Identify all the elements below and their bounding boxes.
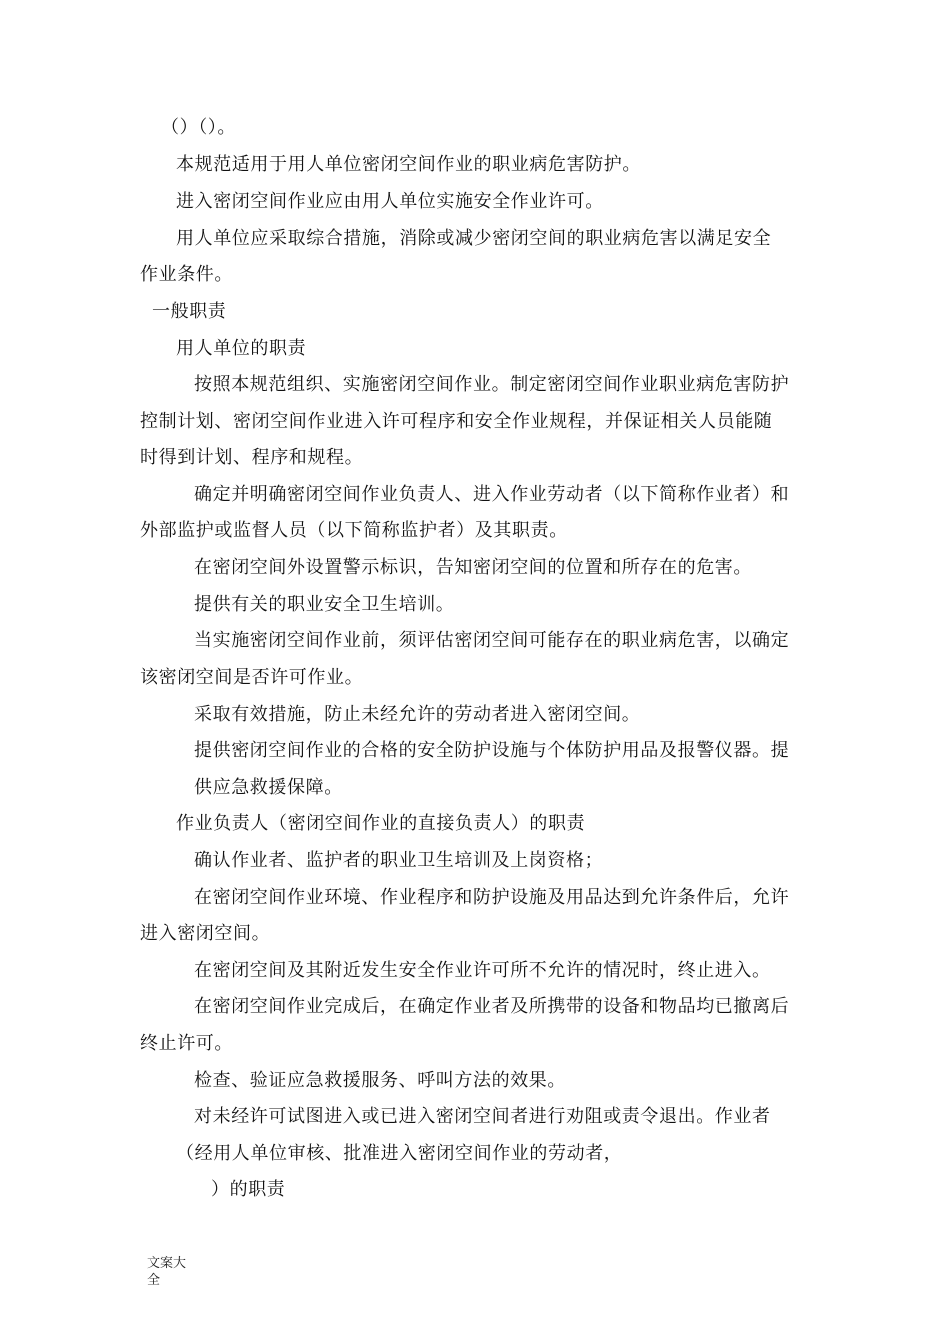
text-line: 确认作业者、监护者的职业卫生培训及上岗资格； bbox=[194, 850, 604, 871]
subsection-heading: 用人单位的职责 bbox=[176, 338, 307, 359]
text-line: 进入密闭空间。 bbox=[140, 923, 271, 944]
text-line: 采取有效措施，防止未经允许的劳动者进入密闭空间。 bbox=[194, 704, 641, 725]
text-line: 提供密闭空间作业的合格的安全防护设施与个体防护用品及报警仪器。提 bbox=[194, 740, 790, 761]
text-line: ）的职责 bbox=[211, 1179, 286, 1200]
text-line: 本规范适用于用人单位密闭空间作业的职业病危害防护。 bbox=[176, 154, 641, 175]
text-line: 终止许可。 bbox=[140, 1033, 233, 1054]
text-line: 外部监护或监督人员（以下简称监护者）及其职责。 bbox=[140, 520, 568, 541]
page-footer: 文案大全 bbox=[147, 1256, 187, 1288]
text-line: 在密闭空间及其附近发生安全作业许可所不允许的情况时，终止进入。 bbox=[194, 960, 771, 981]
subsection-heading: 作业负责人（密闭空间作业的直接负责人）的职责 bbox=[176, 813, 586, 834]
text-line: 确定并明确密闭空间作业负责人、进入作业劳动者（以下简称作业者）和 bbox=[194, 484, 790, 505]
text-line: 作业条件。 bbox=[140, 264, 233, 285]
text-line: 当实施密闭空间作业前，须评估密闭空间可能存在的职业病危害，以确定 bbox=[194, 630, 790, 651]
text-line: 用人单位应采取综合措施，消除或减少密闭空间的职业病危害以满足安全 bbox=[176, 228, 772, 249]
text-line: （经用人单位审核、批准进入密闭空间作业的劳动者， bbox=[176, 1143, 623, 1164]
section-heading: 一般职责 bbox=[152, 301, 227, 322]
text-line: 在密闭空间外设置警示标识，告知密闭空间的位置和所存在的危害。 bbox=[194, 557, 752, 578]
text-line: 供应急救援保障。 bbox=[194, 777, 343, 798]
text-line: 进入密闭空间作业应由用人单位实施安全作业许可。 bbox=[176, 191, 604, 212]
text-line: 提供有关的职业安全卫生培训。 bbox=[194, 594, 455, 615]
text-line: 在密闭空间作业环境、作业程序和防护设施及用品达到允许条件后，允许 bbox=[194, 887, 790, 908]
text-line: 检查、验证应急救援服务、呼叫方法的效果。 bbox=[194, 1070, 566, 1091]
text-line: （）（）。 bbox=[161, 117, 236, 138]
text-line: 在密闭空间作业完成后，在确定作业者及所携带的设备和物品均已撤离后 bbox=[194, 996, 790, 1017]
text-line: 控制计划、密闭空间作业进入许可程序和安全作业规程，并保证相关人员能随 bbox=[140, 411, 773, 432]
text-line: 对未经许可试图进入或已进入密闭空间者进行劝阻或责令退出。作业者 bbox=[194, 1106, 771, 1127]
text-line: 按照本规范组织、实施密闭空间作业。制定密闭空间作业职业病危害防护 bbox=[194, 374, 790, 395]
text-line: 时得到计划、程序和规程。 bbox=[140, 447, 364, 468]
text-line: 该密闭空间是否许可作业。 bbox=[140, 667, 364, 688]
